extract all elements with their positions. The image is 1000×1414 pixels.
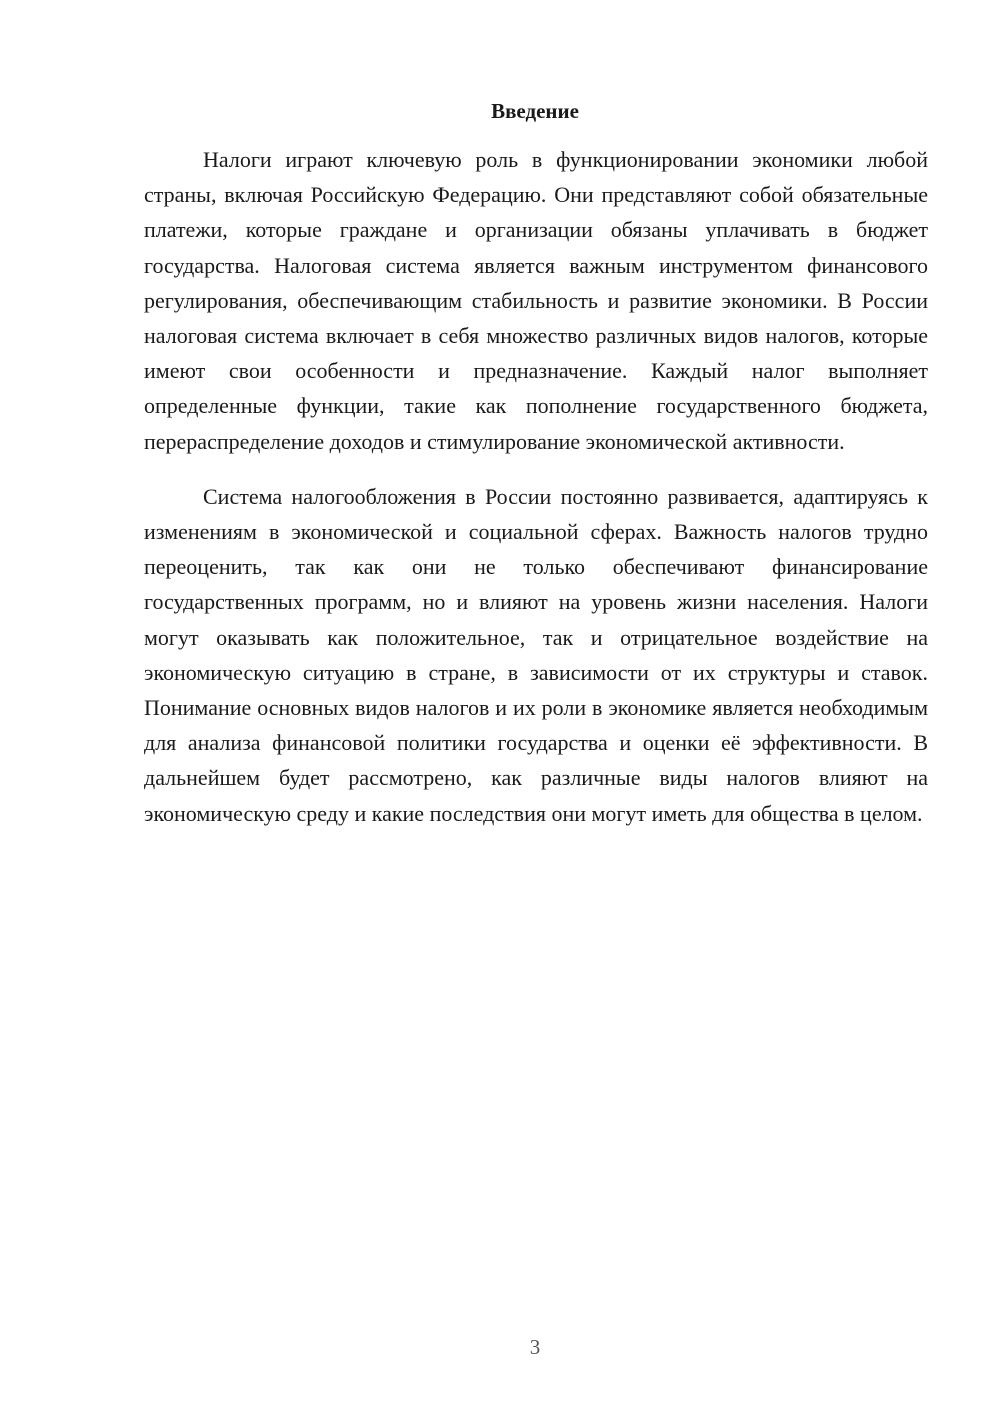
section-title: Введение — [491, 99, 579, 123]
paragraph-1: Налоги играют ключевую роль в функционировании экономики любой страны, включая Российскую Федерацию. Они представляют собой обязательные платежи, которые граждане и организации обязаны уплачивать в бюджет государства. Налоговая система является важным инструментом финансового регулирования, обеспечивающим стабильность и развитие экономики. В России налоговая система включает в себя множество различных видов налогов, которые имеют свои особенности и предназначение. Каждый налог выполняет определенные функции, такие как пополнение государственного бюджета, перераспределение доходов и стимулирование экономической активности. — [144, 147, 928, 454]
page-number: 3 — [529, 1335, 541, 1359]
document-body — [144, 142, 928, 831]
paragraph-2: Система налогообложения в России постоянно развивается, адаптируясь к изменениям в экономической и социальной сферах. Важность налогов трудно переоценить, так как они не только обеспечивают финансирование государственных программ, но и влияют на уровень жизни населения. Налоги могут оказывать как положительное, так и отрицательное воздействие на экономическую ситуацию в стране, в зависимости от их структуры и ставок. Понимание основных видов налогов и их роли в экономике является необходимым для анализа финансовой политики государства и оценки её эффективности. В дальнейшем будет рассмотрено, как различные виды налогов влияют на экономическую среду и какие последствия они могут иметь для общества в целом. — [144, 483, 928, 826]
